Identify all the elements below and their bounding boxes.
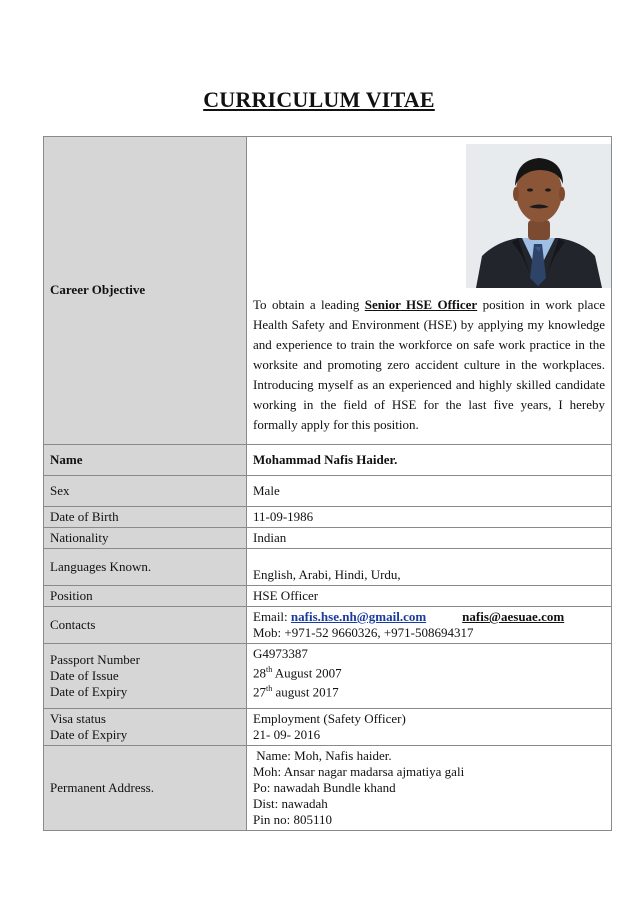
visa-expiry: 21- 09- 2016 <box>253 727 321 742</box>
languages-label: Languages Known. <box>44 549 247 586</box>
address-line: Dist: nawadah <box>253 796 328 811</box>
profile-photo <box>466 144 611 288</box>
address-label: Permanent Address. <box>44 746 247 831</box>
contacts-value: Email: nafis.hse.nh@gmail.com nafis@aesuae.com Mob: +971-52 9660326, +971-508694317 <box>247 607 612 644</box>
name-label: Name <box>44 445 247 476</box>
position-label: Position <box>44 586 247 607</box>
dob-value: 11-09-1986 <box>247 507 612 528</box>
career-objective-row <box>44 137 612 445</box>
contacts-label: Contacts <box>44 607 247 644</box>
address-line: Name: Moh, Nafis haider. <box>253 748 392 763</box>
visa-row <box>44 709 612 746</box>
name-row <box>44 445 612 476</box>
address-row <box>44 746 612 831</box>
dob-label: Date of Birth <box>44 507 247 528</box>
nationality-label: Nationality <box>44 528 247 549</box>
address-line: Pin no: 805110 <box>253 812 332 827</box>
languages-value: English, Arabi, Hindi, Urdu, <box>247 549 612 586</box>
career-objective-cell <box>247 137 612 445</box>
email-link-primary[interactable]: nafis.hse.nh@gmail.com <box>290 609 427 624</box>
nationality-value: Indian <box>247 528 612 549</box>
sex-row <box>44 476 612 507</box>
contacts-row <box>44 607 612 644</box>
position-row <box>44 586 612 607</box>
dob-row <box>44 507 612 528</box>
sex-value: Male <box>247 476 612 507</box>
passport-labels: Passport Number Date of Issue Date of Expiry <box>44 644 247 709</box>
visa-status: Employment (Safety Officer) <box>253 711 406 726</box>
nationality-row <box>44 528 612 549</box>
passport-expiry-date: 27th august 2017 <box>253 684 339 700</box>
address-line: Moh: Ansar nagar madarsa ajmatiya gali <box>253 764 465 779</box>
address-line: Po: nawadah Bundle khand <box>253 780 396 795</box>
address-values <box>247 746 612 831</box>
document-title: CURRICULUM VITAE <box>203 87 435 112</box>
cv-table <box>43 136 612 831</box>
career-objective-text: To obtain a leading Senior HSE Officer position in work place Health Safety and Environment (HSE) by applying my knowledge and experience to train the workforce on safe work practice in the worksite and promoting zero accident culture in the workplaces. Introducing myself as an experienced and highly skilled candidate working in the field of HSE for the last five years, I hereby formally apply for this position. <box>253 297 605 432</box>
sex-label: Sex <box>44 476 247 507</box>
passport-row <box>44 644 612 709</box>
career-objective-label: Career Objective <box>44 137 247 445</box>
languages-row <box>44 549 612 586</box>
visa-labels: Visa status Date of Expiry <box>44 709 247 746</box>
passport-values <box>247 644 612 709</box>
objective-highlight: Senior HSE Officer <box>364 297 478 312</box>
mobile-numbers: Mob: +971-52 9660326, +971-508694317 <box>253 625 474 640</box>
position-value: HSE Officer <box>247 586 612 607</box>
email-link-secondary[interactable]: nafis@aesuae.com <box>462 609 565 624</box>
passport-issue-date: 28th August 2007 <box>253 665 342 681</box>
passport-number: G4973387 <box>253 646 308 661</box>
visa-values <box>247 709 612 746</box>
name-value: Mohammad Nafis Haider. <box>247 445 612 476</box>
